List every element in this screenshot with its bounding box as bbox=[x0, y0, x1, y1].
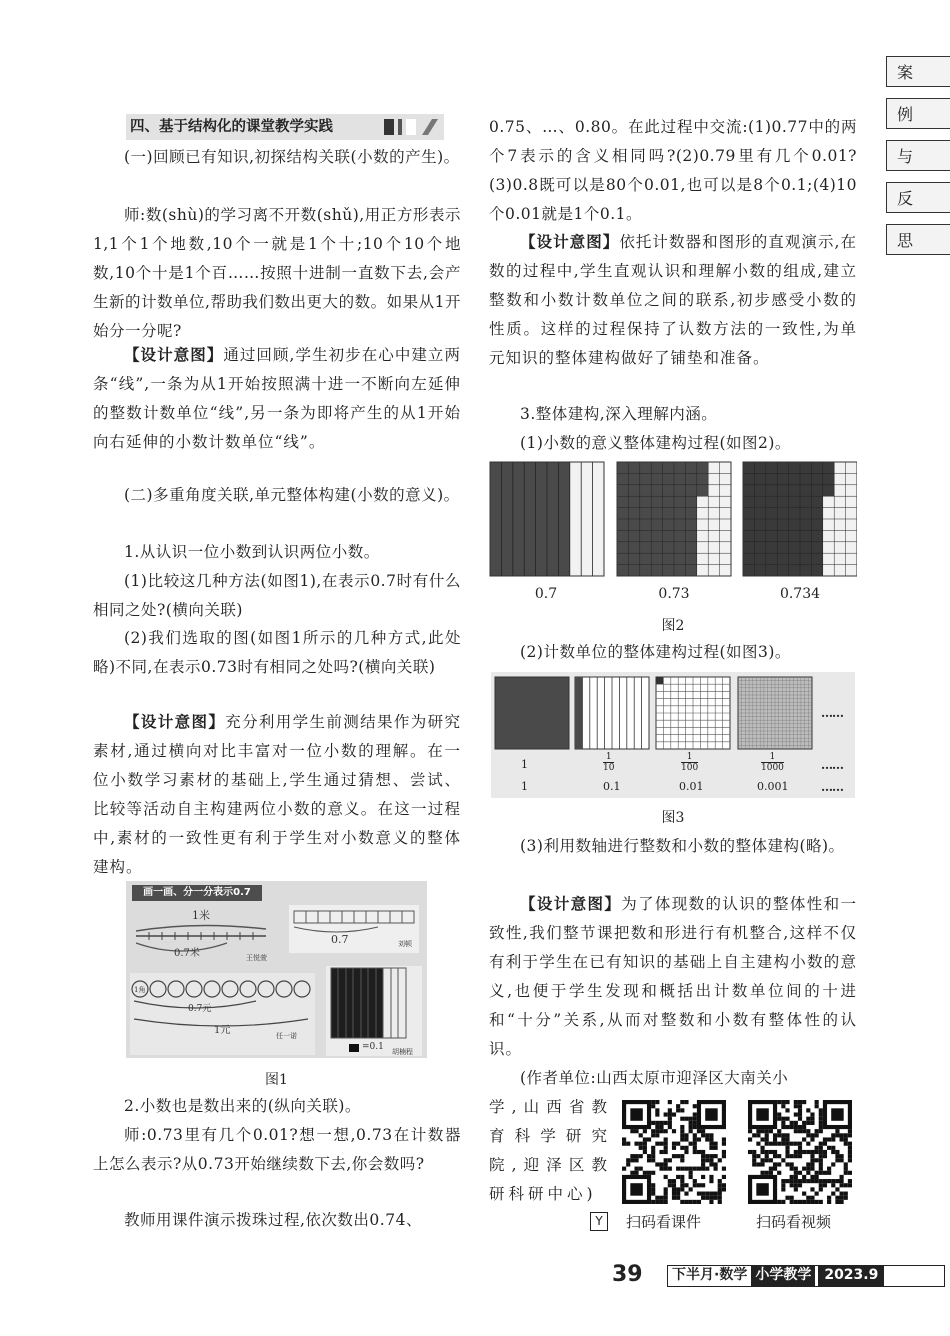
section-title-text: 四、基于结构化的课堂教学实践 bbox=[130, 119, 333, 135]
fig1-name-b: 刘顿 bbox=[398, 940, 412, 948]
qr-mark-icon: Y bbox=[590, 1212, 608, 1231]
right-p4: (1)小数的意义整体建构过程(如图2)。 bbox=[520, 434, 791, 452]
fig1-name-a: 王悦萱 bbox=[246, 954, 267, 962]
figure-3-caption: 图3 bbox=[661, 810, 685, 826]
figure-1-caption: 图1 bbox=[265, 1072, 288, 1088]
tab-li: 例 bbox=[886, 98, 950, 129]
fig3-dec-001: 0.01 bbox=[679, 780, 704, 793]
right-p6: (3)利用数轴进行整数和小数的整体建构(略)。 bbox=[520, 837, 845, 855]
design-intent-label: 【设计意图】 bbox=[520, 233, 620, 251]
fig2-label-0734: 0.734 bbox=[779, 586, 821, 602]
fig1-name-c: 任一诺 bbox=[276, 1032, 297, 1040]
qr-label-video[interactable]: 扫码看视频 bbox=[756, 1213, 832, 1231]
fig3-frac-1000: 1 1000 bbox=[761, 752, 784, 773]
author-rest: 学,山西省教育科学研究院,迎泽区教研科研中心) bbox=[489, 1098, 611, 1203]
issue-date: 2023.9 bbox=[818, 1266, 884, 1286]
left-design-intent-1 bbox=[93, 341, 461, 457]
left-p6: (1)比较这几种方法(如图1),在表示0.7时有什么相同之处?(横向关联) bbox=[93, 572, 461, 619]
qr-code-courseware[interactable] bbox=[622, 1100, 726, 1204]
right-p1: 0.75、…、0.80。在此过程中交流:(1)0.77中的两个7表示的含义相同吗?(2)0.79里有几个0.01?(3)0.8既可以是80个0.01,也可以是8个0.1;(4)10个0.01就是1个0.1。 bbox=[489, 118, 857, 223]
design-intent-text: 充分利用学生前测结果作为研究素材,通过横向对比丰富对一位小数的理解。在一位小数学习素材的基础上,学生通过猜想、尝试、比较等活动自主构建两位小数的意义。在这一过程中,素材的一致性更有利于学生对小数意义的整体建构。 bbox=[93, 713, 461, 876]
fig3-ellipsis-1: …… bbox=[821, 706, 843, 720]
fig1-text-07yuan: 0.7元 bbox=[188, 1004, 212, 1014]
figure-1-photo bbox=[126, 881, 427, 1058]
right-p3: 3.整体建构,深入理解内涵。 bbox=[520, 405, 718, 423]
left-p10: 师:0.73里有几个0.01?想一想,0.73在计数器上怎么表示?从0.73开始继续数下去,你会数吗? bbox=[93, 1126, 461, 1173]
fig1-text-01: =0.1 bbox=[362, 1042, 384, 1052]
journal-name: 小学教学 bbox=[751, 1266, 815, 1286]
fig3-thousandths-square bbox=[738, 677, 812, 749]
design-intent-text: 依托计数器和图形的直观演示,在数的过程中,学生直观认识和理解小数的组成,建立整数和小数计数单位之间的联系,初步感受小数的性质。这样的过程保持了认数方法的一致性,为单元知识的整体建构做好了铺垫和准备。 bbox=[489, 233, 857, 367]
figure-2-diagram bbox=[489, 461, 857, 579]
fig3-dec-1: 1 bbox=[521, 780, 528, 793]
fig3-hundredths-square bbox=[656, 677, 730, 749]
fig3-frac-100: 1 100 bbox=[681, 752, 699, 773]
fig1-text-1yuan: 1元 bbox=[214, 1025, 231, 1036]
fig2-label-073: 0.73 bbox=[658, 586, 690, 602]
right-p5: (2)计数单位的整体建构过程(如图3)。 bbox=[520, 643, 791, 661]
design-intent-label: 【设计意图】 bbox=[520, 895, 622, 913]
fig1-name-d: 胡楠程 bbox=[392, 1048, 413, 1056]
right-design-intent-2 bbox=[489, 890, 857, 1064]
fig3-frac-10: 1 10 bbox=[603, 752, 615, 773]
fig3-dec-01: 0.1 bbox=[603, 780, 621, 793]
fig2-label-07: 0.7 bbox=[534, 586, 558, 602]
fig1-text-1m: 1米 bbox=[192, 909, 210, 922]
author-line: (作者单位:山西太原市迎泽区大南关小 bbox=[520, 1069, 789, 1087]
side-tabs bbox=[886, 56, 950, 266]
left-p9: 2.小数也是数出来的(纵向关联)。 bbox=[124, 1097, 361, 1115]
left-p2: 师:数(shù)的学习离不开数(shǔ),用正方形表示1,1个1个地数,10个一就是1个十;10个10个地数,10个十是1个百……按照十进制一直数下去,会产生新的计数单位,帮助我们数出更大的数。如果从1开始分一分呢? bbox=[93, 206, 461, 340]
fig2-square-0734 bbox=[743, 462, 857, 576]
fig1-text-07m: 0.7米 bbox=[174, 948, 200, 959]
tab-an: 案 bbox=[886, 56, 950, 87]
page-number: 39 bbox=[612, 1262, 643, 1287]
section-title bbox=[126, 114, 444, 140]
left-p5: 1.从认识一位小数到认识两位小数。 bbox=[124, 543, 380, 561]
tab-si: 思 bbox=[886, 224, 950, 255]
figure-2-caption: 图2 bbox=[661, 618, 685, 634]
design-intent-text: 为了体现数的认识的整体性和一致性,我们整节课把数和形进行有机整合,这样不仅有利于学生在已有知识的基础上自主建构小数的意义,也便于学生发现和概括出计数单位间的十进和“十分”关系,从而对整数和小数有整体性的认识。 bbox=[489, 895, 857, 1058]
fig1-header: 画一画、分一分表示0.7 bbox=[132, 885, 262, 901]
left-p7: (2)我们选取的图(如图1所示的几种方式,此处略)不同,在表示0.73时有相同之处吗?(横向关联) bbox=[93, 629, 461, 676]
design-intent-label: 【设计意图】 bbox=[124, 346, 224, 364]
fig1-coin-label: 1角 bbox=[134, 986, 146, 994]
fig3-unit-square bbox=[495, 677, 569, 749]
title-decoration-icon bbox=[384, 119, 438, 135]
figure-3-diagram bbox=[491, 672, 855, 798]
tab-fan: 反 bbox=[886, 182, 950, 213]
fig2-square-07 bbox=[490, 462, 604, 576]
qr-code-video[interactable] bbox=[748, 1100, 852, 1204]
fig3-ellipsis-2: …… bbox=[821, 758, 843, 772]
design-intent-label: 【设计意图】 bbox=[124, 713, 226, 731]
issue-bar bbox=[667, 1265, 945, 1287]
fig3-tenths-square bbox=[575, 677, 649, 749]
fig3-frac-1: 1 bbox=[521, 758, 528, 771]
qr-label-courseware[interactable]: 扫码看课件 bbox=[626, 1213, 702, 1231]
left-p1: (一)回顾已有知识,初探结构关联(小数的产生)。 bbox=[124, 148, 460, 166]
design-intent-text: 通过回顾,学生初步在心中建立两条“线”,一条为从1开始按照满十进一不断向左延伸的整数计数单位“线”,另一条为即将产生的从1开始向右延伸的小数计数单位“线”。 bbox=[93, 346, 461, 451]
fig3-dec-0001: 0.001 bbox=[757, 780, 789, 793]
right-design-intent-1 bbox=[489, 228, 857, 373]
left-design-intent-2 bbox=[93, 708, 461, 882]
issue-section: 下半月·数学 bbox=[672, 1267, 748, 1283]
left-p11: 教师用课件演示拨珠过程,依次数出0.74、 bbox=[124, 1211, 422, 1229]
fig3-ellipsis-3: …… bbox=[821, 780, 843, 794]
fig1-text-07: 0.7 bbox=[331, 933, 349, 946]
fig2-square-073 bbox=[617, 462, 731, 576]
tab-yu: 与 bbox=[886, 140, 950, 171]
left-p4: (二)多重角度关联,单元整体构建(小数的意义)。 bbox=[124, 486, 460, 504]
